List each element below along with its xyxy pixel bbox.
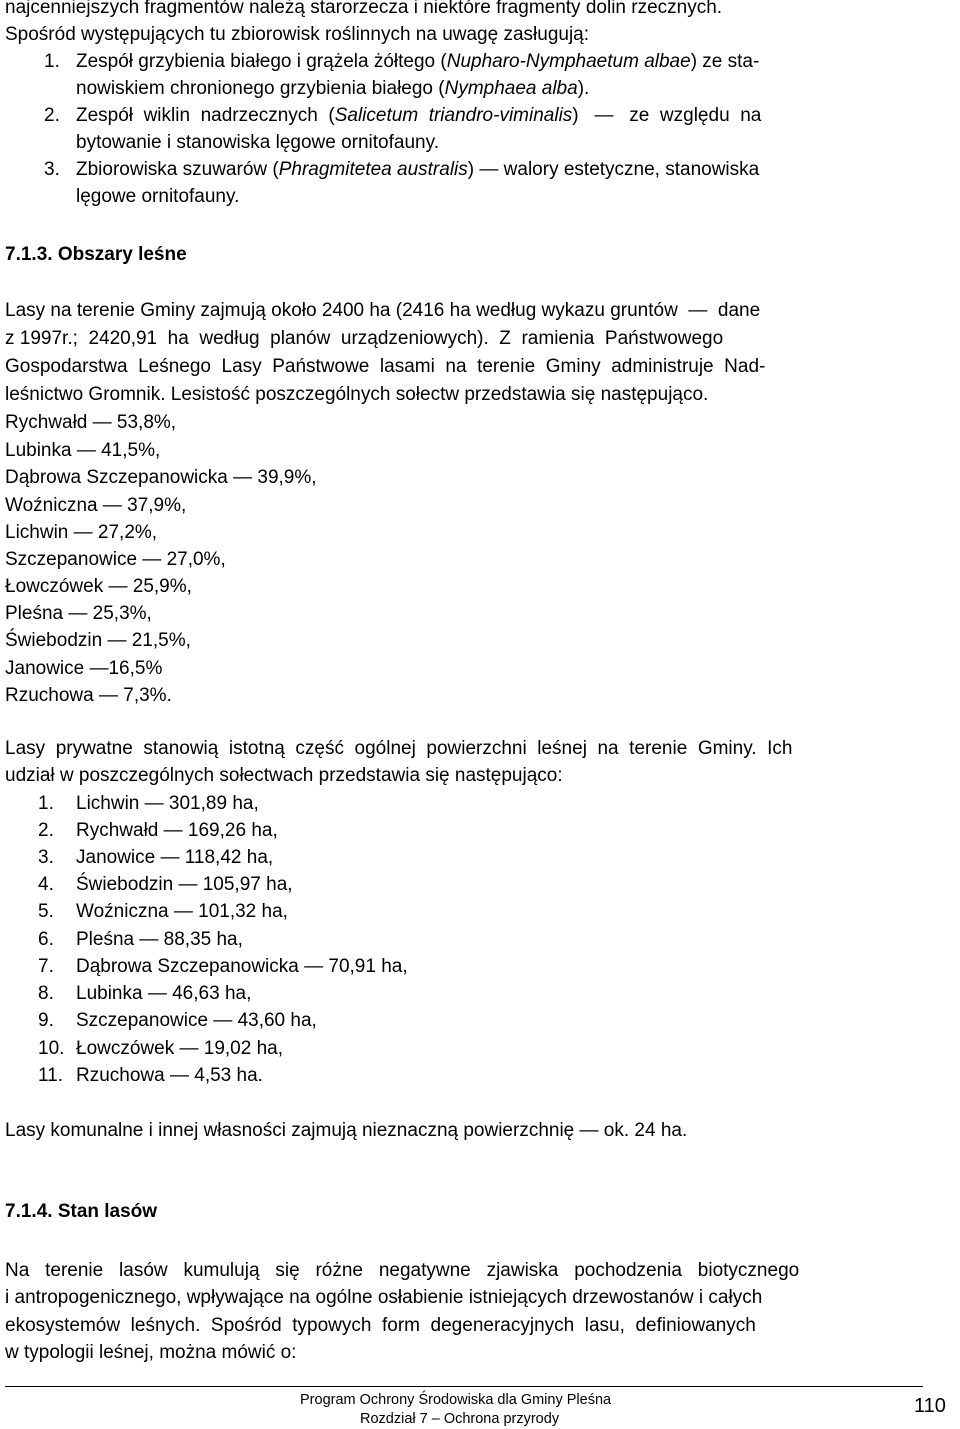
- private-item-num: 9.: [38, 1010, 54, 1031]
- forest-cover-item: Lubinka — 41,5%,: [5, 440, 161, 461]
- private-item-text: Dąbrowa Szczepanowicka — 70,91 ha,: [76, 956, 408, 977]
- state-para-line-1: Na terenie lasów kumulują się różne negatywne zjawiska pochodzenia biotycznego: [5, 1260, 800, 1281]
- state-para-line-4: w typologii leśnej, można mówić o:: [5, 1342, 297, 1363]
- private-item-text: Pleśna — 88,35 ha,: [76, 929, 243, 950]
- plant-item-1-line-1: Zespół grzybienia białego i grążela żółtego (Nupharo-Nymphaetum albae) ze sta-: [76, 51, 760, 72]
- footer-chapter: Rozdział 7 – Ochrona przyrody: [360, 1411, 560, 1427]
- forest-cover-item: Świebodzin — 21,5%,: [5, 630, 191, 651]
- plant-item-3-num: 3.: [44, 159, 60, 180]
- forest-para-line-2: z 1997r.; 2420,91 ha według planów urządzeniowych). Z ramienia Państwowego: [5, 328, 724, 349]
- private-item-num: 1.: [38, 793, 54, 814]
- private-item-text: Lubinka — 46,63 ha,: [76, 983, 252, 1004]
- private-item-num: 11.: [38, 1065, 64, 1086]
- forest-cover-item: Pleśna — 25,3%,: [5, 603, 152, 624]
- private-item-text: Rzuchowa — 4,53 ha.: [76, 1065, 263, 1086]
- plant-item-2-line-1: Zespół wiklin nadrzecznych (Salicetum triandro-viminalis) — ze względu na: [76, 105, 762, 126]
- forest-cover-item: Lichwin — 27,2%,: [5, 522, 158, 543]
- private-item-num: 6.: [38, 929, 54, 950]
- private-para-line-2: udział w poszczególnych sołectwach przedstawia się następująco:: [5, 765, 563, 786]
- forest-para-line-4: leśnictwo Gromnik. Lesistość poszczególnych sołectw przedstawia się następująco.: [5, 384, 709, 405]
- page-number: 110: [914, 1395, 946, 1417]
- forest-cover-item: Szczepanowice — 27,0%,: [5, 549, 226, 570]
- plant-item-1-num: 1.: [44, 51, 60, 72]
- forest-para-line-3: Gospodarstwa Leśnego Lasy Państwowe lasami na terenie Gminy administruje Nad-: [5, 356, 766, 377]
- plant-item-2-line-2: bytowanie i stanowiska lęgowe ornitofauny.: [76, 132, 439, 153]
- communal-paragraph: Lasy komunalne i innej własności zajmują nieznaczną powierzchnię — ok. 24 ha.: [5, 1120, 688, 1141]
- footer-title: Program Ochrony Środowiska dla Gminy Pleśna: [300, 1392, 612, 1408]
- private-item-num: 5.: [38, 901, 54, 922]
- intro-line-2: Spośród występujących tu zbiorowisk roślinnych na uwagę zasługują:: [5, 24, 590, 45]
- section-heading-7-1-3: 7.1.3. Obszary leśne: [5, 244, 187, 265]
- private-item-text: Janowice — 118,42 ha,: [76, 847, 274, 868]
- section-heading-7-1-4: 7.1.4. Stan lasów: [5, 1201, 158, 1222]
- private-item-text: Lichwin — 301,89 ha,: [76, 793, 259, 814]
- forest-cover-item: Rzuchowa — 7,3%.: [5, 685, 172, 706]
- footer-rule: [5, 1386, 923, 1387]
- private-para-line-1: Lasy prywatne stanowią istotną część ogólnej powierzchni leśnej na terenie Gminy. Ich: [5, 738, 793, 759]
- private-item-text: Łowczówek — 19,02 ha,: [76, 1038, 284, 1059]
- private-item-text: Świebodzin — 105,97 ha,: [76, 874, 293, 895]
- private-item-text: Woźniczna — 101,32 ha,: [76, 901, 288, 922]
- private-item-num: 8.: [38, 983, 54, 1004]
- state-para-line-2: i antropogenicznego, wpływające na ogólne osłabienie istniejących drzewostanów i całych: [5, 1287, 763, 1308]
- forest-cover-item: Janowice —16,5%: [5, 658, 163, 679]
- forest-para-line-1: Lasy na terenie Gminy zajmują około 2400 ha (2416 ha według wykazu gruntów — dane: [5, 300, 761, 321]
- private-item-num: 10.: [38, 1038, 65, 1059]
- forest-cover-item: Dąbrowa Szczepanowicka — 39,9%,: [5, 467, 317, 488]
- plant-item-3-line-1: Zbiorowiska szuwarów (Phragmitetea australis) — walory estetyczne, stanowiska: [76, 159, 760, 180]
- private-item-num: 2.: [38, 820, 54, 841]
- forest-cover-item: Woźniczna — 37,9%,: [5, 495, 187, 516]
- forest-cover-item: Łowczówek — 25,9%,: [5, 576, 192, 597]
- plant-item-1-line-2: nowiskiem chronionego grzybienia białego (Nymphaea alba).: [76, 78, 590, 99]
- plant-item-2-num: 2.: [44, 105, 60, 126]
- state-para-line-3: ekosystemów leśnych. Spośród typowych form degeneracyjnych lasu, definiowanych: [5, 1315, 756, 1336]
- private-item-text: Szczepanowice — 43,60 ha,: [76, 1010, 317, 1031]
- private-item-text: Rychwałd — 169,26 ha,: [76, 820, 278, 841]
- private-item-num: 4.: [38, 874, 54, 895]
- forest-cover-item: Rychwałd — 53,8%,: [5, 412, 177, 433]
- private-item-num: 3.: [38, 847, 54, 868]
- private-item-num: 7.: [38, 956, 54, 977]
- intro-line-1: najcenniejszych fragmentów należą starorzecza i niektóre fragmenty dolin rzecznych.: [5, 0, 723, 18]
- plant-item-3-line-2: lęgowe ornitofauny.: [76, 186, 240, 207]
